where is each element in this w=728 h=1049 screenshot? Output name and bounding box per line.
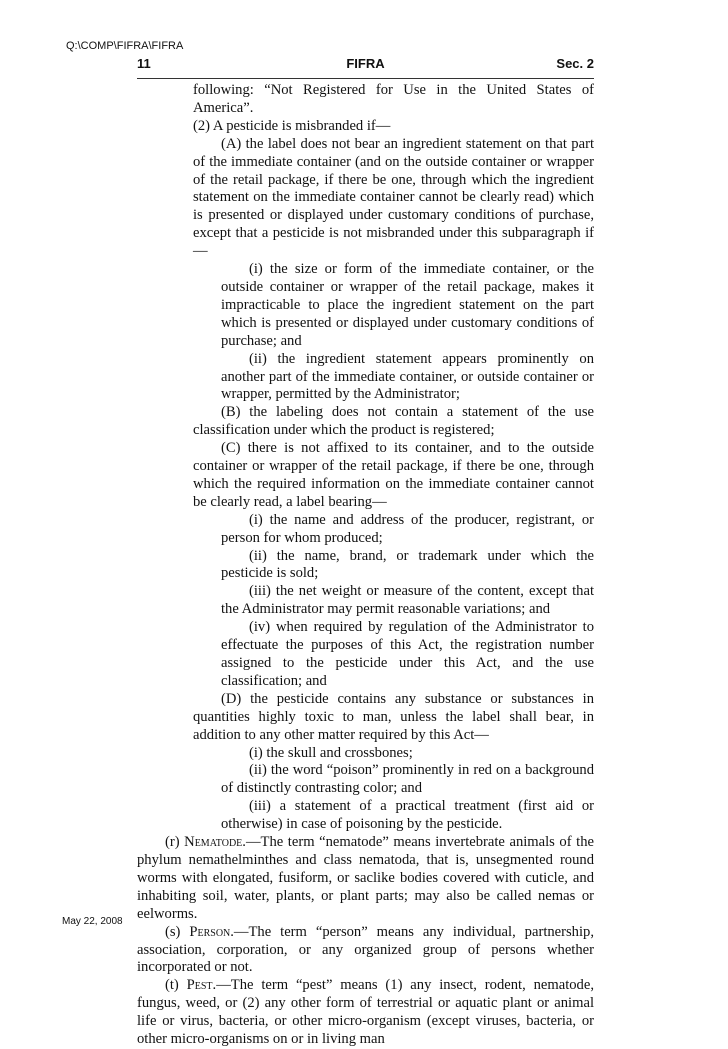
definition-term: Person [189,923,231,940]
definition-term: Pest [186,977,213,994]
paragraph-5: (ii) the ingredient statement appears prominently on another part of the immediate container, or outside container or wrapper, permitted by the Administrator; [221,350,594,403]
definition-label: (t) [165,977,187,994]
paragraph-13: (i) the skull and crossbones; [249,744,413,761]
paragraph-14: (ii) the word “poison” prominently in red on a background of distinctly contrasting color; and [221,762,594,797]
paragraph-9: (ii) the name, brand, or trademark under which the pesticide is sold; [221,547,594,582]
paragraph-10: (iii) the net weight or measure of the content, except that the Administrator may permit reasonable variations; and [221,583,594,618]
footer-date: May 22, 2008 [62,916,123,927]
paragraph-7: (C) there is not affixed to its container, and to the outside container or wrapper of the retail package, if there be one, through which the required information on the immediate container cannot be clearly read, a label bearing— [193,440,594,510]
section-number: Sec. 2 [556,56,594,71]
paragraph-6: (B) the labeling does not contain a statement of the use classification under which the product is registered; [193,404,594,439]
paragraph-1: following: “Not Registered for Use in the United States of America”. [193,82,594,116]
paragraph-3: (A) the label does not bear an ingredient statement on that part of the immediate container (and on the outside container or wrapper of the retail package, if there be one, through which the ingredient statement on the immediate container cannot be clearly read) which is presented or displayed under customary conditions of purchase, except that a pesticide is not misbranded under this subparagraph if— [193,135,594,260]
paragraph-4: (i) the size or form of the immediate container, or the outside container or wrapper of the retail package, makes it impracticable to place the ingredient statement on the part which is presented or displayed under customary conditions of purchase; and [221,261,594,349]
definition-text: .—The term “person” means any individual, partnership, association, corporation, or any organized group of persons whether incorporated or not. [137,923,594,976]
definition-label: (s) [165,923,190,940]
document-body [137,82,594,1049]
definition-label: (r) [165,834,185,851]
definition-term: Nematode [184,834,243,851]
paragraph-8: (i) the name and address of the producer, registrant, or person for whom produced; [221,511,594,546]
running-header [137,56,594,79]
file-path: Q:\COMP\FIFRA\FIFRA [66,40,184,52]
paragraph-11: (iv) when required by regulation of the Administrator to effectuate the purposes of this Act, the registration number assigned to the pesticide under this Act, and the use classification; and [221,619,594,689]
definition-text: .—The term “pest” means (1) any insect, rodent, nematode, fungus, weed, or (2) any other form of terrestrial or aquatic plant or animal life or virus, bacteria, or other micro-organism (except viruses, bacteria, or other micro-organisms on or in living man [137,977,594,1048]
paragraph-2: (2) A pesticide is misbranded if— [193,117,391,134]
page-number: 11 [137,56,151,71]
paragraph-15: (iii) a statement of a practical treatment (first aid or otherwise) in case of poisoning by the pesticide. [221,798,594,833]
paragraph-12: (D) the pesticide contains any substance or substances in quantities highly toxic to man, unless the label shall bear, in addition to any other matter required by this Act— [193,690,594,743]
running-title: FIFRA [346,56,385,71]
definition-text: .—The term “nematode” means invertebrate animals of the phylum nemathelminthes and class nematoda, that is, unsegmented round worms with elongated, fusiform, or saclike bodies covered with cuticle, and inhabiting soil, water, plants, or plant parts; may also be called nemas or eelworms. [137,834,594,922]
definition-pest [137,977,594,1049]
definition-nematode [137,834,594,924]
definition-person [137,924,594,978]
